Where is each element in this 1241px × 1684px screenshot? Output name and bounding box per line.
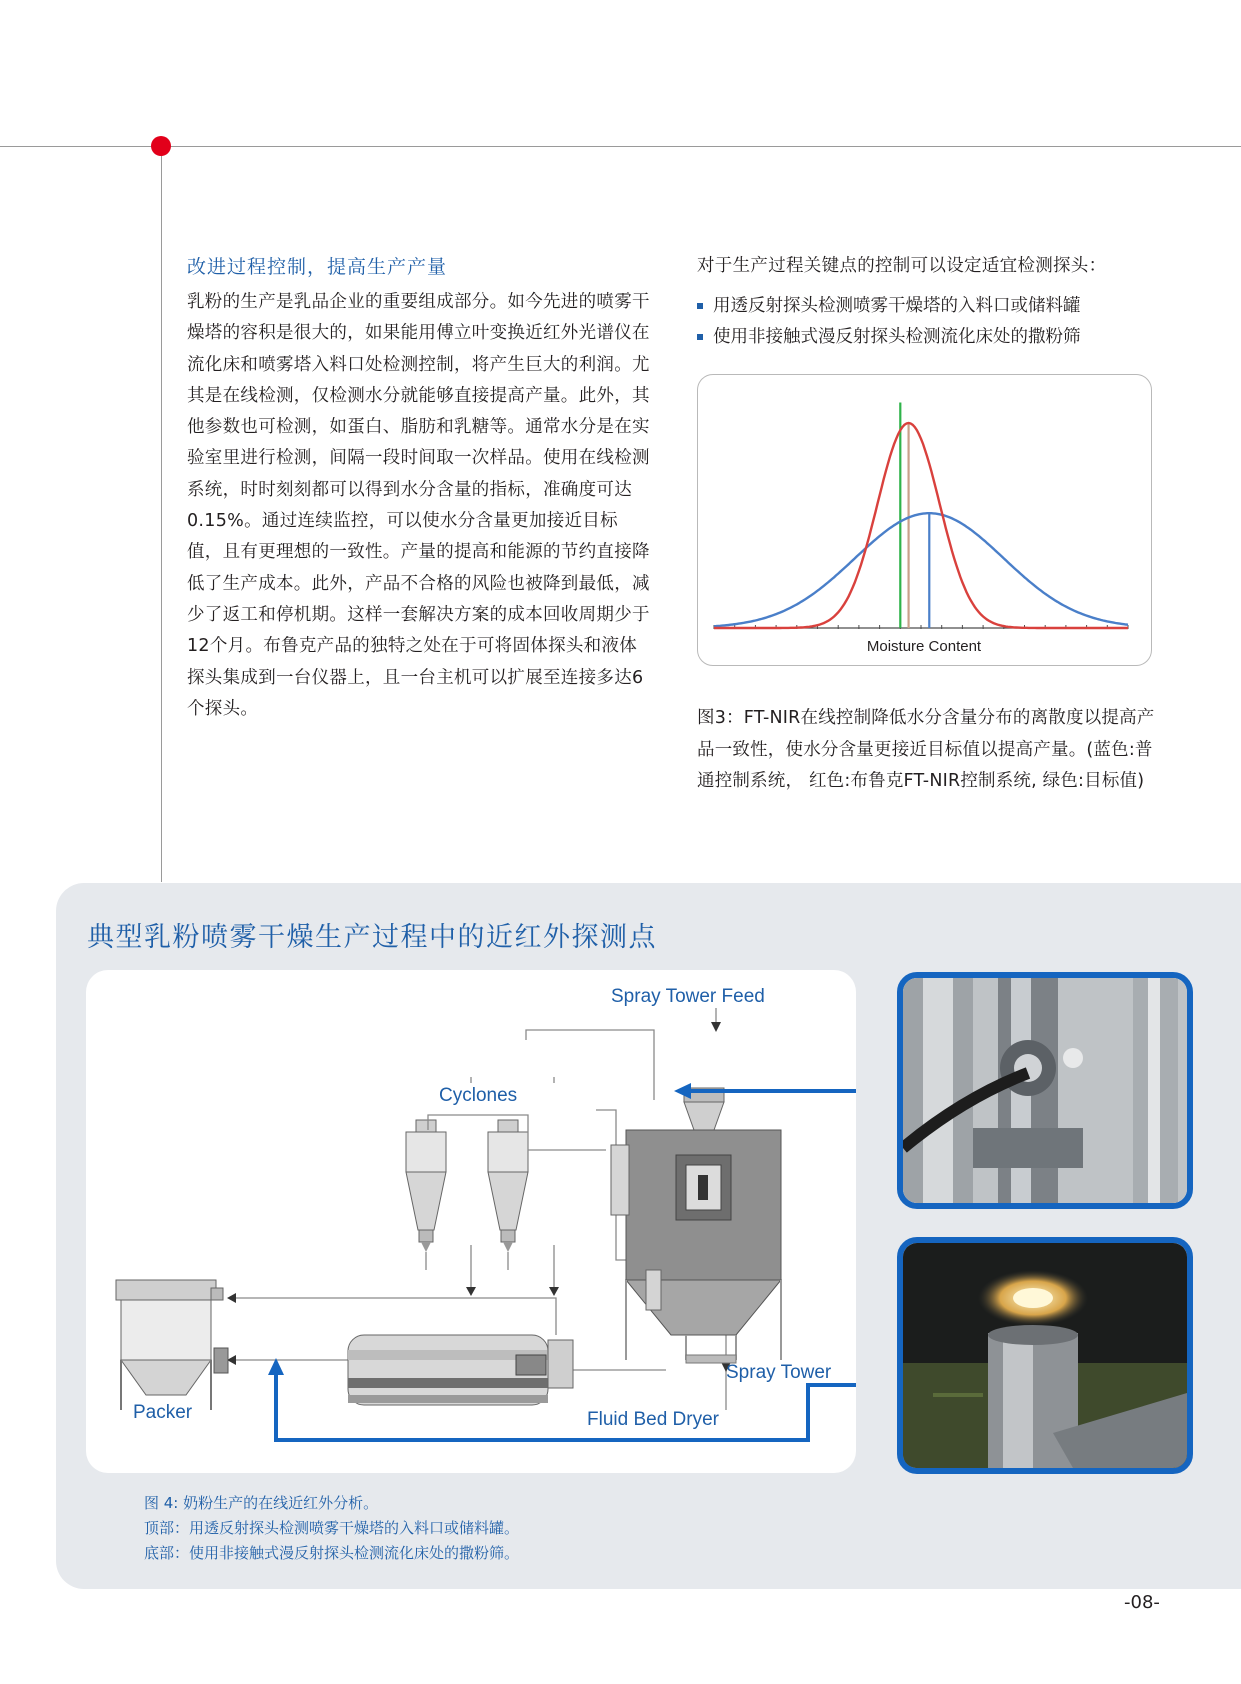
caption-line: 底部：使用非接触式漫反射探头检测流化床处的撒粉筛。 xyxy=(144,1544,520,1562)
arrow-head xyxy=(711,1022,721,1032)
label-spray-tower: Spray Tower xyxy=(726,1362,832,1383)
chart-series-blue xyxy=(714,513,1128,626)
chart-series-red xyxy=(714,423,1128,628)
arrow-head xyxy=(227,1293,236,1303)
chart-x-label: Moisture Content xyxy=(866,638,982,655)
return-line xyxy=(236,1298,556,1335)
cyclone-1 xyxy=(406,1120,446,1252)
arrow-head xyxy=(466,1287,476,1296)
probe-photo-top xyxy=(903,978,1187,1203)
arrow-head xyxy=(549,1287,559,1296)
probe-arrowhead-top xyxy=(674,1083,691,1099)
process-diagram xyxy=(86,970,856,1473)
caption-line: 顶部：用透反射探头检测喷雾干燥塔的入料口或储料罐。 xyxy=(144,1519,520,1537)
left-vertical-rule xyxy=(161,146,162,882)
probe-photo-bottom xyxy=(903,1243,1187,1468)
panel-title: 典型乳粉喷雾干燥生产过程中的近红外探测点 xyxy=(87,922,657,953)
section-body: 乳粉的生产是乳品企业的重要组成部分。如今先进的喷雾干燥塔的容积是很大的，如果能用傅立叶变换近红外光谱仪在流化床和喷雾塔入料口处检测控制，将产生巨大的利润。尤其是在线检测，仅检测水分就能够直接提高产量。此外，其他参数也可检测，如蛋白、脂肪和乳糖等。通常水分是在实验室里进行检测，间隔一段时间取一次样品。使用在线检测系统，时时刻刻都可以得到水分含量的指标，准确度可达0.15%。通过连续监控，可以使水分含量更加接近目标值，且有更理想的一致性。产量的提高和能源的节约直接降低了生产成本。此外，产品不合格的风险也被降到最低，减少了返工和停机期。这样一套解决方案的成本回收周期少于12个月。布鲁克产品的独特之处在于可将固体探头和液体探头集成到一台仪器上，且一台主机可以扩展至连接多达6个探头。 xyxy=(187,292,650,719)
figure-4-caption xyxy=(144,1491,519,1566)
label-fluid-bed-dryer: Fluid Bed Dryer xyxy=(587,1409,719,1430)
label-spray-tower-feed: Spray Tower Feed xyxy=(611,986,765,1007)
figure-3-caption: 图3：FT-NIR在线控制降低水分含量分布的离散度以提高产品一致性，使水分含量更接近目标值以提高产量。(蓝色:普通控制系统， 红色:布鲁克FT-NIR控制系统, 绿色:目标值) xyxy=(697,708,1155,791)
page-number: -08- xyxy=(1124,1592,1160,1613)
photo-transflection-probe xyxy=(897,972,1193,1209)
bullet-item: 使用非接触式漫反射探头检测流化床处的撒粉筛 xyxy=(697,322,1081,353)
label-packer: Packer xyxy=(133,1402,193,1423)
photo-diffuse-probe xyxy=(897,1237,1193,1474)
label-cyclones: Cyclones xyxy=(439,1085,518,1106)
packer xyxy=(116,1280,228,1410)
cyclone-2 xyxy=(488,1120,528,1252)
feed-pipe xyxy=(526,1030,654,1100)
top-rule xyxy=(0,146,1241,147)
probe-intro: 对于生产过程关键点的控制可以设定适宜检测探头： xyxy=(697,256,1107,276)
section-title: 改进过程控制，提高生产产量 xyxy=(187,256,448,278)
spray-tower xyxy=(611,1088,781,1363)
fluid-bed-dryer xyxy=(348,1335,573,1405)
moisture-chart-svg xyxy=(698,375,1151,665)
caption-line: 图 4: 奶粉生产的在线近红外分析。 xyxy=(144,1494,379,1512)
process-diagram-svg xyxy=(86,970,856,1473)
probe-bullet-list xyxy=(697,291,1081,353)
bullet-item: 用透反射探头检测喷雾干燥塔的入料口或储料罐 xyxy=(697,291,1081,322)
moisture-chart xyxy=(697,374,1152,666)
red-dot-marker xyxy=(151,136,171,156)
